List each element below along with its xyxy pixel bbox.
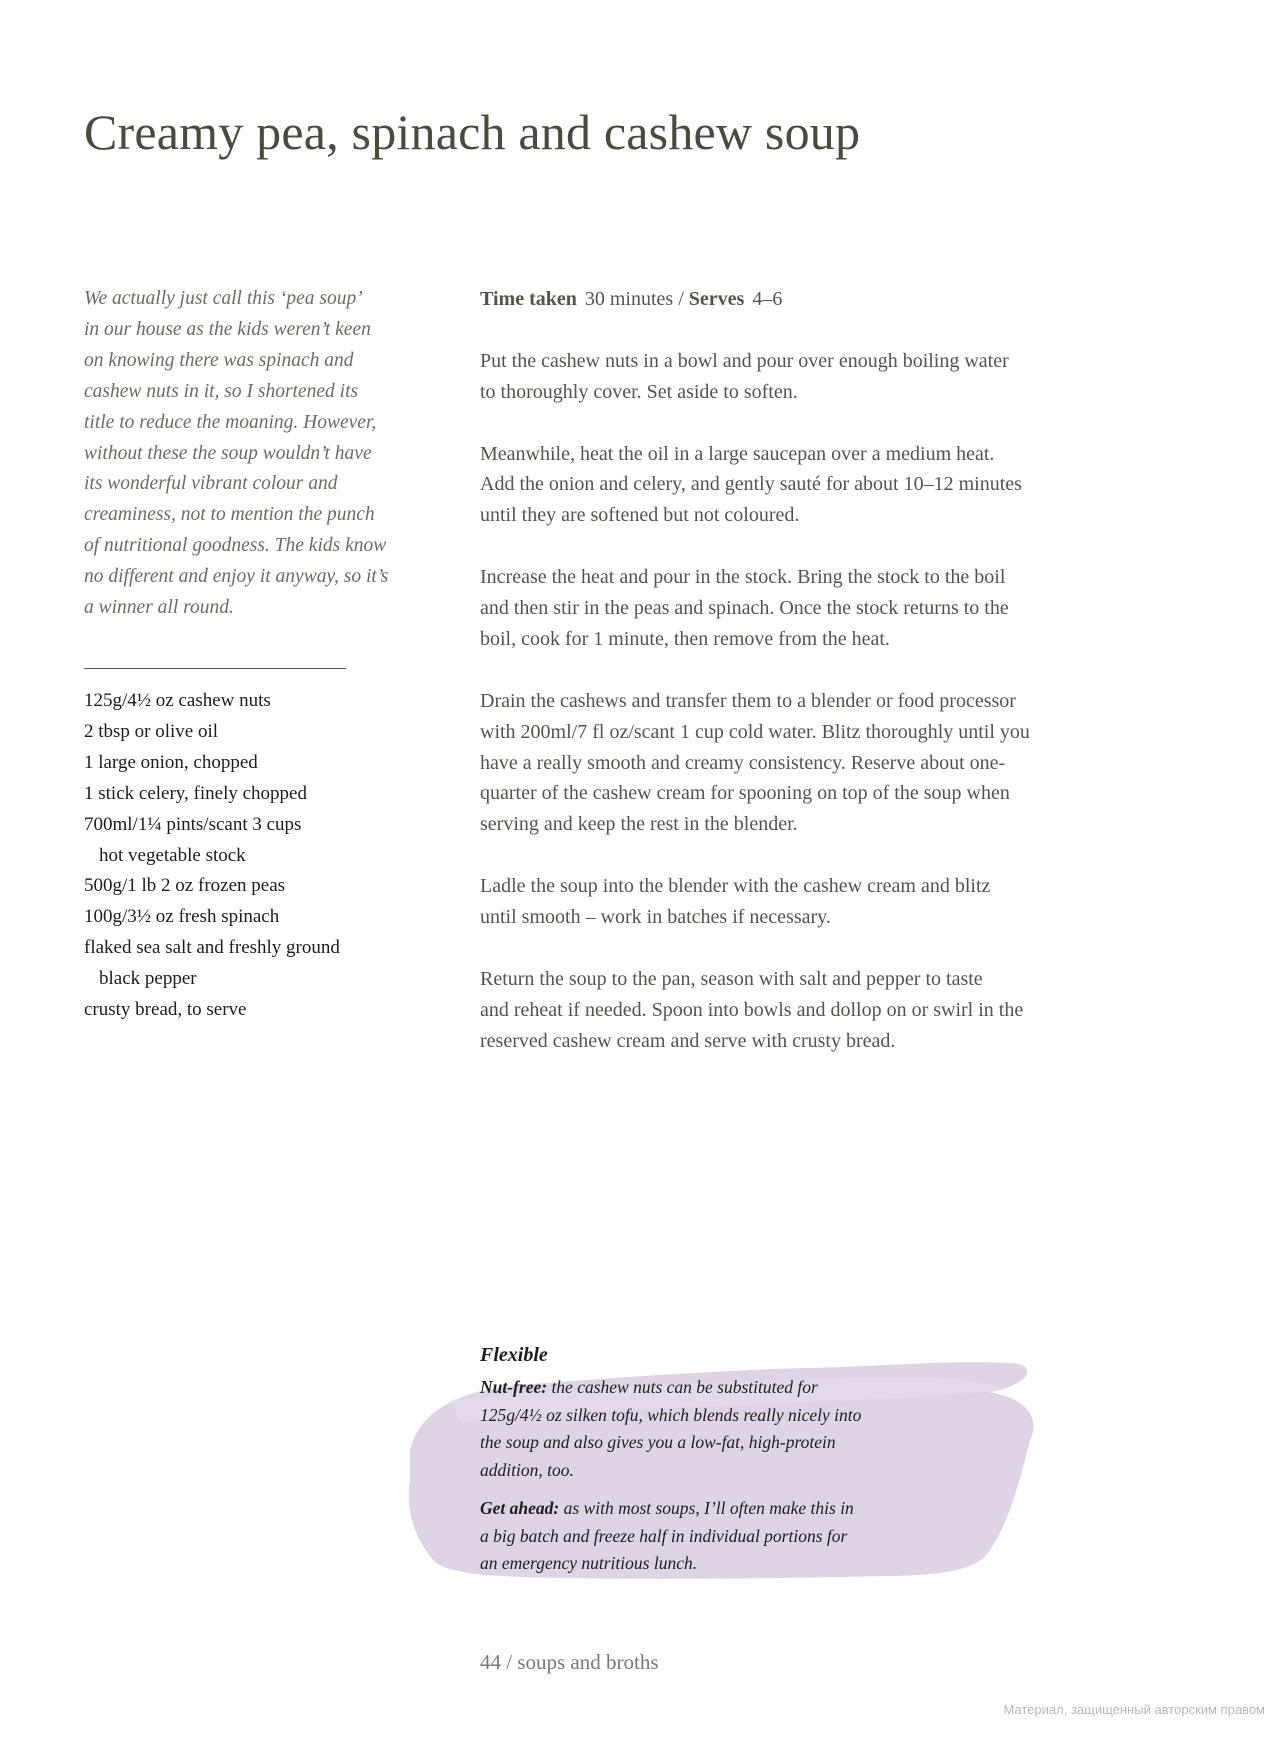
nut-free-tip [480,1374,1000,1485]
intro-line: cashew nuts in it, so I shortened its [84,380,359,402]
method-step-6 [480,964,1140,1057]
copyright-watermark: Материал, защищенный авторским правом [1003,1702,1265,1717]
tip-line: the cashew nuts can be substituted for [551,1377,818,1397]
ingredients-divider [84,668,346,669]
page-title: Creamy pea, spinach and cashew soup [84,104,861,160]
nut-free-label: Nut-free: [480,1377,548,1397]
step-line: until they are softened but not coloured. [480,504,800,527]
flexible-tip-box [390,1330,1080,1595]
time-value: 30 minutes [584,288,674,310]
step-line: have a really smooth and creamy consistency. Reserve about one- [480,751,1006,774]
step-line: and reheat if needed. Spoon into bowls and dollop on or swirl in the [480,998,1024,1021]
get-ahead-label: Get ahead: [480,1497,560,1518]
step-line: reserved cashew cream and serve with crusty bread. [480,1029,896,1052]
step-line: Ladle the soup into the blender with the cashew cream and blitz [480,875,991,898]
method-step-2 [480,439,1140,532]
intro-line: creaminess, not to mention the punch [84,504,375,526]
intro-line: title to reduce the moaning. However, [84,411,377,433]
serves-label: Serves [688,288,745,310]
ingredient-item: 2 tbsp or olive oil [84,720,219,742]
step-line: serving and keep the rest in the blender. [480,813,798,836]
ingredient-item: flaked sea salt and freshly ground [84,937,340,959]
method-step-3 [480,562,1140,655]
flexible-heading: Flexible [480,1344,548,1366]
serves-value: 4–6 [752,288,783,310]
step-line: until smooth – work in batches if necessary. [480,906,831,929]
tip-line: the soup and also gives you a low-fat, high-protein [480,1432,836,1453]
time-label: Time taken [480,288,577,310]
intro-line: its wonderful vibrant colour and [84,473,338,495]
ingredient-item: crusty bread, to serve [84,999,247,1021]
ingredient-item: 500g/1 lb 2 oz frozen peas [84,875,286,897]
step-line: Meanwhile, heat the oil in a large saucepan over a medium heat. [480,442,995,465]
tip-line: a big batch and freeze half in individual portions for [480,1525,848,1546]
method-step-4 [480,686,1140,841]
ingredient-item: 1 stick celery, finely chopped [84,782,307,804]
ingredient-item: 100g/3½ oz fresh spinach [84,906,280,928]
step-line: and then stir in the peas and spinach. Once the stock returns to the [480,597,1009,620]
page-folio: 44 / soups and broths [480,1650,659,1674]
step-line: Add the onion and celery, and gently sauté for about 10–12 minutes [480,473,1022,496]
intro-line: in our house as the kids weren’t keen [84,318,371,340]
ingredient-item: 1 large onion, chopped [84,751,258,773]
step-line: quarter of the cashew cream for spooning on top of the soup when [480,782,1010,805]
ingredient-item: 125g/4½ oz cashew nuts [84,690,271,711]
method-step-1 [480,346,1140,408]
step-line: Increase the heat and pour in the stock. Bring the stock to the boil [480,566,1006,589]
step-line: boil, cook for 1 minute, then remove from the heat. [480,627,890,650]
tip-line: addition, too. [480,1460,574,1481]
meta-separator: / [678,288,684,310]
method-column [480,284,1140,1087]
step-line: with 200ml/7 fl oz/scant 1 cup cold water. Blitz thoroughly until you [480,720,1030,743]
intro-line: of nutritional goodness. The kids know [84,535,387,557]
ingredient-item-continued: black pepper [99,968,197,990]
step-line: Return the soup to the pan, season with salt and pepper to taste [480,967,983,990]
step-line: Put the cashew nuts in a bowl and pour over enough boiling water [480,349,1009,372]
intro-line: We actually just call this ‘pea soup’ [84,288,363,309]
flexible-tip-text [480,1338,1000,1588]
recipe-meta [480,284,1140,315]
step-line: Drain the cashews and transfer them to a blender or food processor [480,689,1016,712]
method-step-5 [480,871,1140,933]
intro-line: no different and enjoy it anyway, so it’s [84,566,389,588]
tip-line: an emergency nutritious lunch. [480,1553,698,1574]
intro-line: without these the soup wouldn’t have [84,442,372,464]
tip-line: as with most soups, I’ll often make this in [563,1497,854,1518]
intro-text [84,284,454,624]
tip-line: 125g/4½ oz silken tofu, which blends really nicely into [480,1404,862,1425]
ingredient-item: 700ml/1¼ pints/scant 3 cups [84,813,302,835]
intro-line: on knowing there was spinach and [84,349,354,371]
ingredient-item-continued: hot vegetable stock [99,844,246,866]
step-line: to thoroughly cover. Set aside to soften. [480,380,798,403]
ingredients-list [84,686,464,1026]
intro-line: a winner all round. [84,597,234,619]
get-ahead-tip [480,1495,1000,1578]
